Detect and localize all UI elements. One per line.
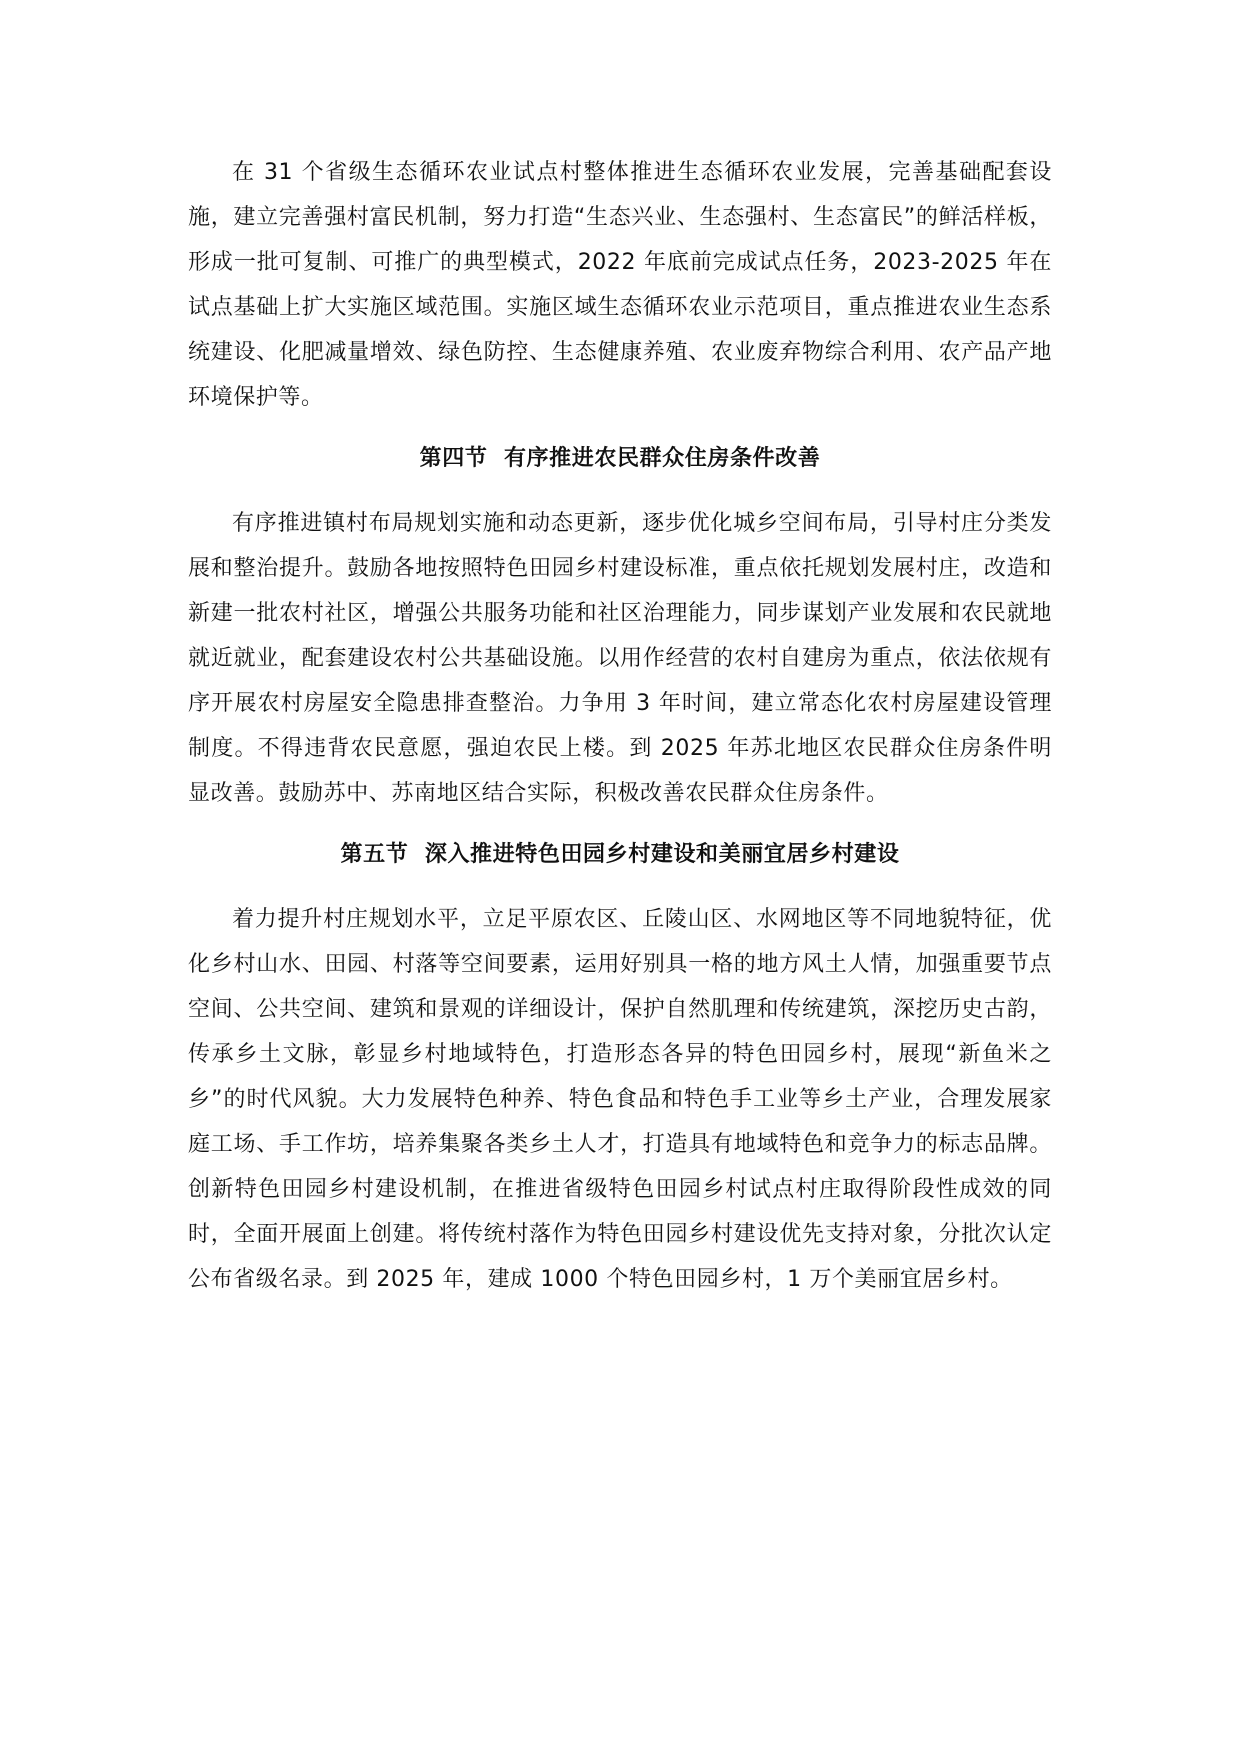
body-paragraph: 着力提升村庄规划水平，立足平原农区、丘陵山区、水网地区等不同地貌特征，优化乡村山水、田园、村落等空间要素，运用好别具一格的地方风土人情，加强重要节点空间、公共空间、建筑和景观的详细设计，保护自然肌理和传统建筑，深挖历史古韵，传承乡土文脉，彰显乡村地域特色，打造形态各异的特色田园乡村，展现“新鱼米之乡”的时代风貌。大力发展特色种养、特色食品和特色手工业等乡土产业，合理发展家庭工场、手工作坊，培养集聚各类乡土人才，打造具有地域特色和竞争力的标志品牌。创新特色田园乡村建设机制，在推进省级特色田园乡村试点村庄取得阶段性成效的同时，全面开展面上创建。将传统村落作为特色田园乡村建设优先支持对象，分批次认定公布省级名录。到 2025 年，建成 1000 个特色田园乡村，1 万个美丽宜居乡村。 [188, 907, 1052, 1292]
body-paragraph: 有序推进镇村布局规划实施和动态更新，逐步优化城乡空间布局，引导村庄分类发展和整治提升。鼓励各地按照特色田园乡村建设标准，重点依托规划发展村庄，改造和新建一批农村社区，增强公共服务功能和社区治理能力，同步谋划产业发展和农民就地就近就业，配套建设农村公共基础设施。以用作经营的农村自建房为重点，依法依规有序开展农村房屋安全隐患排查整治。力争用 3 年时间，建立常态化农村房屋建设管理制度。不得违背农民意愿，强迫农民上楼。到 2025 年苏北地区农民群众住房条件明显改善。鼓励苏中、苏南地区结合实际，积极改善农民群众住房条件。 [188, 511, 1052, 806]
section-heading: 第五节 深入推进特色田园乡村建设和美丽宜居乡村建设 [340, 842, 900, 867]
body-paragraph: 在 31 个省级生态循环农业试点村整体推进生态循环农业发展，完善基础配套设施，建立完善强村富民机制，努力打造“生态兴业、生态强村、生态富民”的鲜活样板，形成一批可复制、可推广的典型模式，2022 年底前完成试点任务，2023-2025 年在试点基础上扩大实施区域范围。实施区域生态循环农业示范项目，重点推进农业生态系统建设、化肥减量增效、绿色防控、生态健康养殖、农业废弃物综合利用、农产品产地环境保护等。 [188, 160, 1052, 410]
section-heading: 第四节 有序推进农民群众住房条件改善 [419, 446, 821, 471]
document-page [188, 150, 1052, 1302]
